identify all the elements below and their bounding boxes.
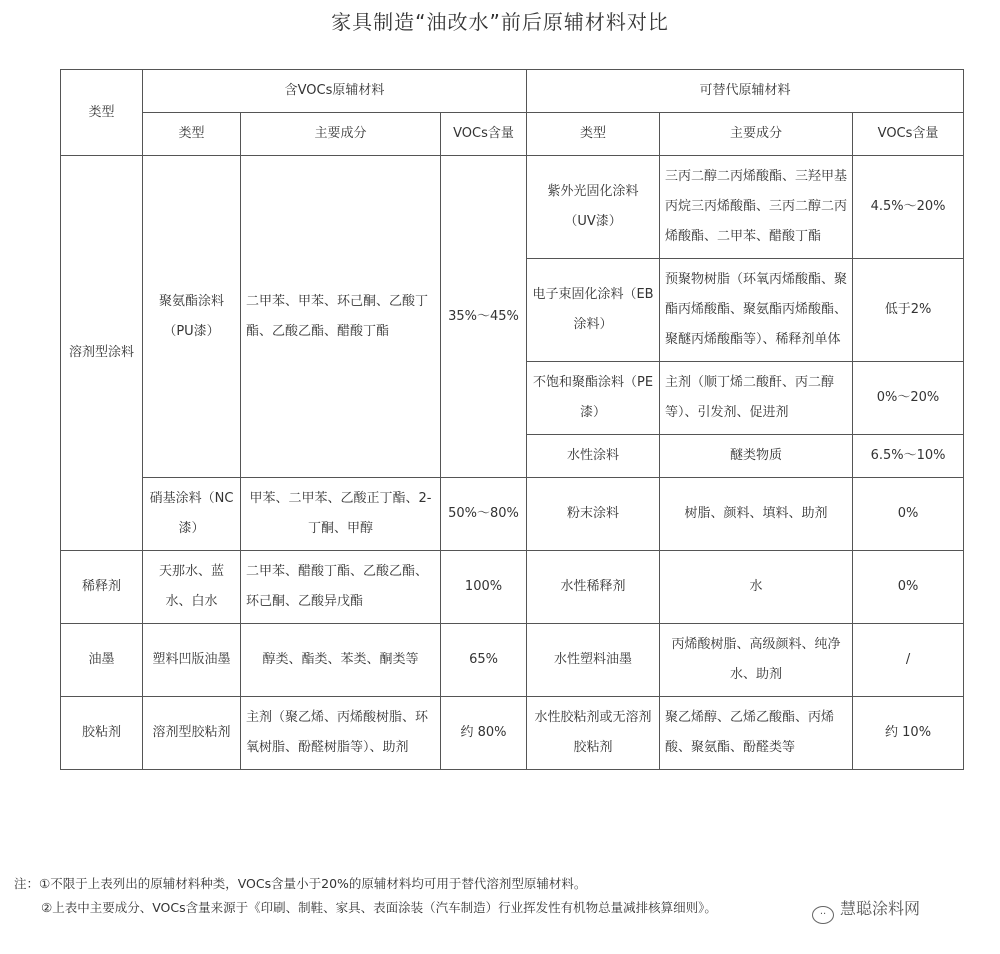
cell-alt-type: 电子束固化涂料（EB涂料） <box>527 259 660 362</box>
category-solvent: 溶剂型涂料 <box>61 156 143 551</box>
comparison-table <box>60 69 964 770</box>
header-row-2 <box>61 113 964 156</box>
cell-type: 塑料凹版油墨 <box>143 624 241 697</box>
cell-alt-type: 水性塑料油墨 <box>527 624 660 697</box>
header-sub-comp: 主要成分 <box>241 113 441 156</box>
cell-alt-voc: 4.5%～20% <box>853 156 964 259</box>
cell-nc-voc: 50%～80% <box>441 478 527 551</box>
cell-alt-voc: 0% <box>853 478 964 551</box>
cell-alt-voc: 约 10% <box>853 697 964 770</box>
cell-comp: 醇类、酯类、苯类、酮类等 <box>241 624 441 697</box>
cell-alt-type: 不饱和聚酯涂料（PE漆） <box>527 362 660 435</box>
header-sub-comp2: 主要成分 <box>660 113 853 156</box>
footnote-1: 注：①不限于上表列出的原辅材料种类，VOCs含量小于20%的原辅材料均可用于替代溶剂型原辅材料。 <box>14 876 587 891</box>
watermark <box>812 896 920 924</box>
page-title: 家具制造“油改水”前后原辅材料对比 <box>331 10 669 34</box>
footnote-2: ②上表中主要成分、VOCs含量来源于《印刷、制鞋、家具、表面涂装（汽车制造）行业挥发性有机物总量减排核算细则》。 <box>41 900 717 915</box>
cell-alt-type: 水性胶粘剂或无溶剂胶粘剂 <box>527 697 660 770</box>
cell-pu-type: 聚氨酯涂料（PU漆） <box>143 156 241 478</box>
header-sub-type: 类型 <box>143 113 241 156</box>
cell-voc: 100% <box>441 551 527 624</box>
cell-nc-type: 硝基涂料（NC漆） <box>143 478 241 551</box>
cell-comp: 二甲苯、醋酸丁酯、乙酸乙酯、环己酮、乙酸异戊酯 <box>241 551 441 624</box>
table-row <box>61 156 964 259</box>
cell-alt-type: 水性稀释剂 <box>527 551 660 624</box>
table-row <box>61 551 964 624</box>
header-sub-type2: 类型 <box>527 113 660 156</box>
header-type: 类型 <box>61 70 143 156</box>
cell-alt-comp: 三丙二醇二丙烯酸酯、三羟甲基丙烷三丙烯酸酯、三丙二醇二丙烯酸酯、二甲苯、醋酸丁酯 <box>660 156 853 259</box>
category-adhesive: 胶粘剂 <box>61 697 143 770</box>
cell-alt-voc: 0% <box>853 551 964 624</box>
table-row <box>61 697 964 770</box>
cell-nc-comp: 甲苯、二甲苯、乙酸正丁酯、2-丁酮、甲醇 <box>241 478 441 551</box>
cell-alt-comp: 预聚物树脂（环氧丙烯酸酯、聚酯丙烯酸酯、聚氨酯丙烯酸酯、聚醚丙烯酸酯等）、稀释剂单体 <box>660 259 853 362</box>
cell-alt-type: 粉末涂料 <box>527 478 660 551</box>
watermark-text: 慧聪涂料网 <box>840 899 921 918</box>
cell-comp: 主剂（聚乙烯、丙烯酸树脂、环氧树脂、酚醛树脂等）、助剂 <box>241 697 441 770</box>
wechat-icon: ·· <box>812 906 834 924</box>
cell-voc: 65% <box>441 624 527 697</box>
cell-alt-voc: / <box>853 624 964 697</box>
cell-alt-voc: 0%～20% <box>853 362 964 435</box>
cell-pu-voc: 35%～45% <box>441 156 527 478</box>
header-sub-voc2: VOCs含量 <box>853 113 964 156</box>
header-row-1 <box>61 70 964 113</box>
cell-alt-comp: 树脂、颜料、填料、助剂 <box>660 478 853 551</box>
cell-pu-comp: 二甲苯、甲苯、环己酮、乙酸丁酯、乙酸乙酯、醋酸丁酯 <box>241 156 441 478</box>
footnotes <box>14 872 717 920</box>
table-row <box>61 478 964 551</box>
header-alt-group: 可替代原辅材料 <box>527 70 964 113</box>
category-thinner: 稀释剂 <box>61 551 143 624</box>
cell-alt-comp: 醚类物质 <box>660 435 853 478</box>
cell-alt-comp: 主剂（顺丁烯二酸酐、丙二醇等）、引发剂、促进剂 <box>660 362 853 435</box>
table-row <box>61 624 964 697</box>
cell-type: 天那水、蓝水、白水 <box>143 551 241 624</box>
cell-alt-voc: 低于2% <box>853 259 964 362</box>
cell-voc: 约 80% <box>441 697 527 770</box>
header-sub-voc: VOCs含量 <box>441 113 527 156</box>
cell-alt-comp: 聚乙烯醇、乙烯乙酸酯、丙烯酸、聚氨酯、酚醛类等 <box>660 697 853 770</box>
cell-alt-type: 紫外光固化涂料（UV漆） <box>527 156 660 259</box>
cell-alt-comp: 丙烯酸树脂、高级颜料、纯净水、助剂 <box>660 624 853 697</box>
category-ink: 油墨 <box>61 624 143 697</box>
cell-alt-type: 水性涂料 <box>527 435 660 478</box>
header-voc-group: 含VOCs原辅材料 <box>143 70 527 113</box>
cell-alt-voc: 6.5%～10% <box>853 435 964 478</box>
cell-type: 溶剂型胶粘剂 <box>143 697 241 770</box>
cell-alt-comp: 水 <box>660 551 853 624</box>
